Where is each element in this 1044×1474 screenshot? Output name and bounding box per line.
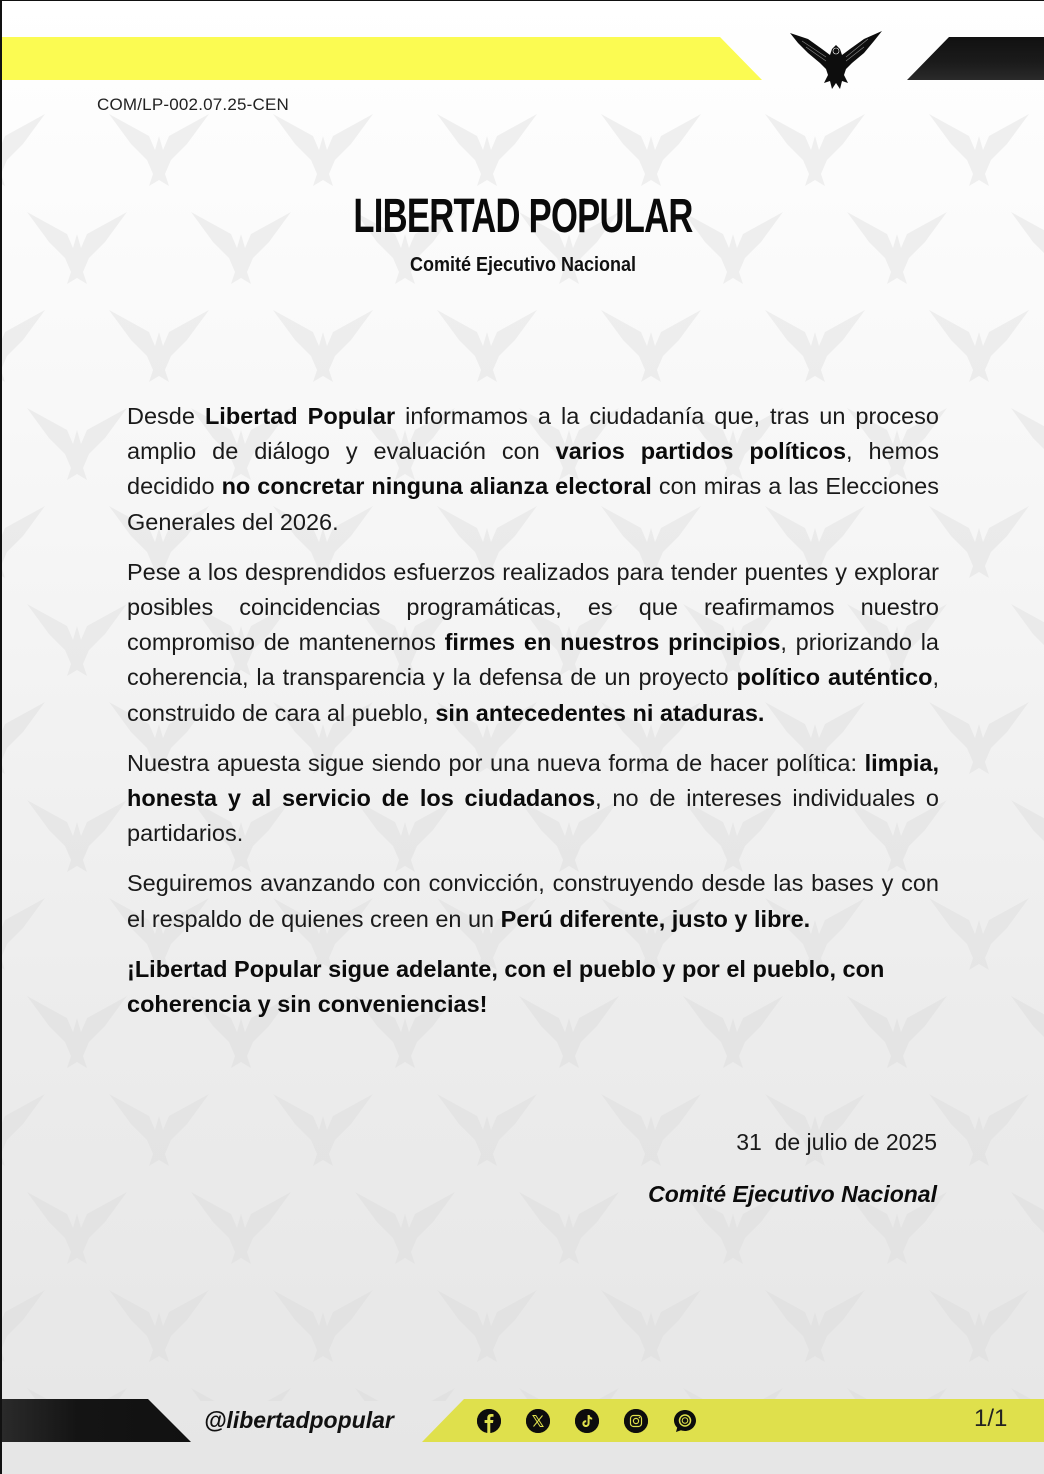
paragraph-3: Nuestra apuesta sigue siendo por una nueva forma de hacer política: limpia, honesta y al servicio de los ciudadanos, no de intereses individuales o partidarios.	[127, 749, 939, 847]
social-handle[interactable]: @libertadpopular	[204, 1407, 394, 1433]
x-twitter-icon[interactable]	[526, 1409, 550, 1433]
threads-icon[interactable]	[673, 1409, 697, 1433]
signature: Comité Ejecutivo Nacional	[648, 1181, 937, 1207]
page-title: LIBERTAD POPULAR	[353, 190, 693, 243]
closing-statement: ¡Libertad Popular sigue adelante, con el pueblo y por el pueblo, con coherencia y sin conveniencias!	[127, 955, 885, 1018]
top-yellow-band	[2, 37, 762, 80]
page-subtitle: Comité Ejecutivo Nacional	[409, 254, 637, 276]
paragraph-2: Pese a los desprendidos esfuerzos realizados para tender puentes y explorar posibles coincidencias programáticas, es que reafirmamos nuestro compromiso de mantenernos firmes en nuestros principios, priorizando la coherencia, la transparencia y la defensa de un proyecto político auténtico, construido de cara al pueblo, sin antecedentes ni ataduras.	[127, 558, 940, 726]
page-number: 1/1	[974, 1405, 1008, 1432]
statement-body	[127, 399, 939, 1037]
social-icons	[477, 1409, 697, 1433]
top-black-band	[907, 37, 1044, 80]
tiktok-icon[interactable]	[575, 1409, 599, 1433]
paragraph-4: Seguiremos avanzando con convicción, construyendo desde las bases y con el respaldo de quienes creen en un Perú diferente, justo y libre.	[127, 870, 939, 932]
paragraph-1: Desde Libertad Popular informamos a la ciudadanía que, tras un proceso amplio de diálogo y evaluación con varios partidos políticos, hemos decidido no concretar ninguna alianza electoral con miras a las Elecciones Generales del 2026.	[127, 403, 940, 535]
bottom-black-band	[2, 1399, 191, 1442]
reference-code: COM/LP-002.07.25-CEN	[97, 95, 290, 114]
document-date: 31 de julio de 2025	[736, 1129, 937, 1155]
instagram-icon[interactable]	[624, 1409, 648, 1433]
facebook-icon[interactable]	[477, 1409, 501, 1433]
eagle-icon	[788, 29, 884, 91]
